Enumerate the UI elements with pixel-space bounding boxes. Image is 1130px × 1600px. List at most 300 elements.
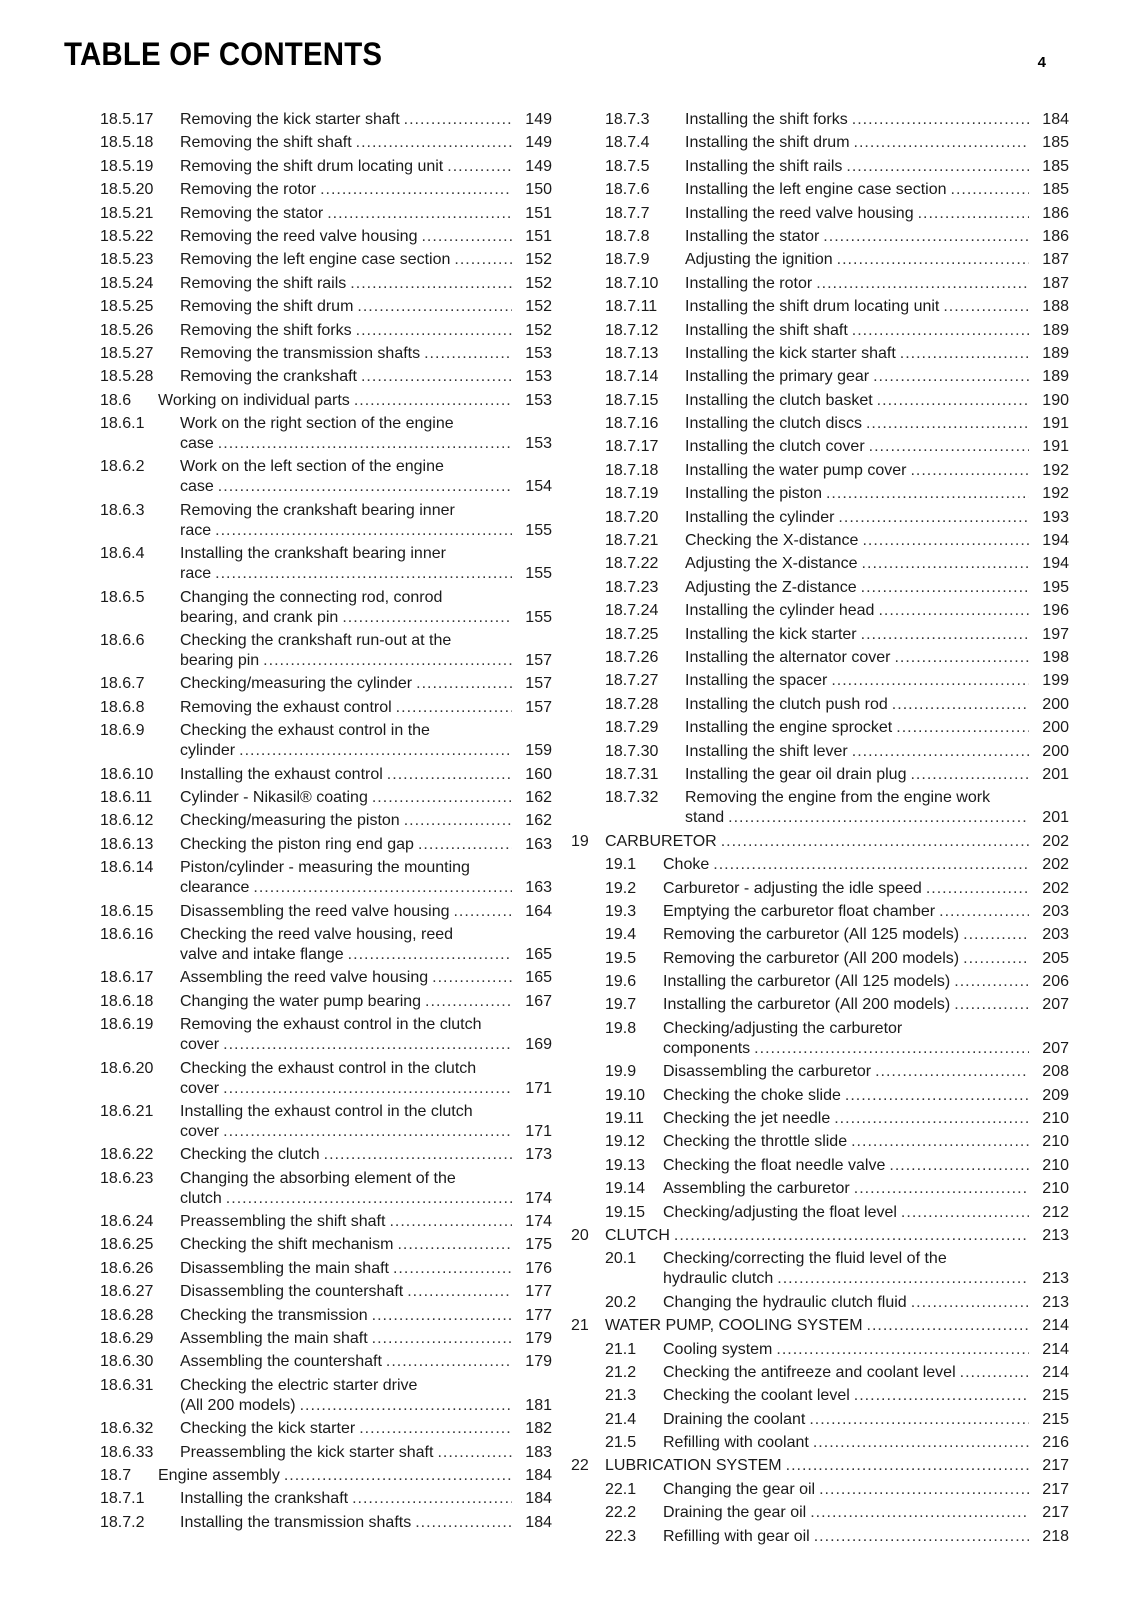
toc-entry-title: Installing the exhaust control in the clutch <box>180 1102 473 1120</box>
toc-entry-title: Checking the crankshaft run-out at the <box>180 632 452 650</box>
toc-entry[interactable] <box>100 204 552 224</box>
toc-entry[interactable] <box>100 501 552 541</box>
toc-entry[interactable] <box>100 344 552 364</box>
toc-entry-number: 19.4 <box>605 926 637 944</box>
toc-entry[interactable] <box>100 902 552 922</box>
toc-entry-number: 18.6.13 <box>100 835 154 853</box>
toc-entry-page: 157 <box>525 698 552 716</box>
toc-entry-page: 186 <box>1042 227 1069 245</box>
toc-entry-title: Installing the cylinder head <box>685 602 875 620</box>
toc-entry-page: 210 <box>1042 1180 1069 1198</box>
toc-entry-number: 18.7.9 <box>605 251 650 269</box>
toc-entry-number: 18.5.22 <box>100 227 154 245</box>
toc-entry-title: Carburetor - adjusting the idle speed <box>663 879 922 897</box>
dot-leader <box>348 945 512 965</box>
dot-leader <box>819 1480 1029 1500</box>
toc-entry-number: 18.6.32 <box>100 1420 154 1438</box>
toc-entry[interactable] <box>577 601 1069 621</box>
toc-entry-number: 22.2 <box>605 1504 637 1522</box>
toc-entry-title: Removing the shift rails <box>180 274 347 292</box>
toc-entry-page: 218 <box>1042 1527 1069 1545</box>
toc-entry[interactable] <box>577 133 1069 153</box>
toc-entry-page: 152 <box>525 298 552 316</box>
toc-entry-number: 18.7.6 <box>605 181 650 199</box>
toc-entry-number: 18.6.8 <box>100 698 145 716</box>
toc-entry[interactable] <box>571 1316 1069 1336</box>
dot-leader <box>869 437 1029 457</box>
dot-leader <box>943 297 1029 317</box>
toc-entry[interactable] <box>100 835 552 855</box>
toc-entry[interactable] <box>100 1443 552 1463</box>
toc-entry[interactable] <box>577 508 1069 528</box>
dot-leader <box>386 1352 512 1372</box>
toc-entry-number: 19.12 <box>605 1133 646 1151</box>
toc-entry-number: 18.5.24 <box>100 274 154 292</box>
toc-entry-title: valve and intake flange <box>180 945 344 963</box>
toc-entry-page: 189 <box>1042 368 1069 386</box>
toc-entry[interactable] <box>577 1249 1069 1289</box>
toc-entry[interactable] <box>577 995 1069 1015</box>
toc-entry-number: 18.7.23 <box>605 578 659 596</box>
dot-leader <box>728 808 1029 828</box>
toc-entry[interactable] <box>577 250 1069 270</box>
toc-entry-page: 155 <box>525 521 552 539</box>
toc-entry[interactable] <box>100 414 552 454</box>
toc-entry-title: Removing the shift drum locating unit <box>180 157 444 175</box>
toc-entry[interactable] <box>577 648 1069 668</box>
toc-entry-title: Choke <box>663 856 710 874</box>
toc-entry[interactable] <box>100 227 552 247</box>
dot-leader <box>218 434 512 454</box>
toc-entry-title: Removing the rotor <box>180 181 317 199</box>
toc-entry-page: 214 <box>1042 1317 1069 1335</box>
toc-entry-number: 18.7.20 <box>605 508 659 526</box>
dot-leader <box>396 698 512 718</box>
toc-entry-page: 160 <box>525 765 552 783</box>
toc-entry[interactable] <box>100 250 552 270</box>
toc-entry[interactable] <box>577 531 1069 551</box>
toc-entry-number: 18.6.26 <box>100 1259 154 1277</box>
toc-entry[interactable] <box>577 180 1069 200</box>
dot-leader <box>218 477 512 497</box>
toc-entry-page: 184 <box>525 1490 552 1508</box>
dot-leader <box>387 765 512 785</box>
dot-leader <box>873 367 1029 387</box>
toc-entry-page: 187 <box>1042 274 1069 292</box>
toc-entry-title: clutch <box>180 1189 222 1207</box>
toc-entry-title: Installing the clutch cover <box>685 438 865 456</box>
toc-entry[interactable] <box>100 297 552 317</box>
toc-entry-number: 18.6.2 <box>100 458 145 476</box>
toc-entry-title: Checking the reed valve housing, reed <box>180 925 454 943</box>
dot-leader <box>713 855 1029 875</box>
toc-entry-title: clearance <box>180 879 250 897</box>
toc-entry[interactable] <box>577 437 1069 457</box>
toc-entry[interactable] <box>577 695 1069 715</box>
dot-leader <box>404 811 512 831</box>
toc-entry-title: case <box>180 435 214 453</box>
toc-entry[interactable] <box>577 902 1069 922</box>
toc-entry[interactable] <box>577 1156 1069 1176</box>
toc-entry[interactable] <box>577 742 1069 762</box>
toc-entry-page: 162 <box>525 788 552 806</box>
toc-entry-number: 19.11 <box>605 1110 644 1128</box>
toc-entry[interactable] <box>100 1306 552 1326</box>
toc-entry[interactable] <box>100 391 552 411</box>
toc-entry-title: Checking the piston ring end gap <box>180 835 414 853</box>
toc-entry[interactable] <box>577 414 1069 434</box>
toc-entry[interactable] <box>100 1212 552 1232</box>
toc-entry[interactable] <box>100 1015 552 1055</box>
toc-entry-title: Changing the gear oil <box>663 1480 816 1498</box>
toc-entry-title: Installing the kick starter shaft <box>685 344 896 362</box>
toc-entry[interactable] <box>577 1340 1069 1360</box>
toc-entry-title: WATER PUMP, COOLING SYSTEM <box>605 1317 863 1335</box>
toc-entry[interactable] <box>100 631 552 671</box>
dot-leader <box>356 133 512 153</box>
dot-leader <box>421 227 512 247</box>
dot-leader <box>327 204 512 224</box>
toc-entry-title: Checking the exhaust control in the clutch <box>180 1059 477 1077</box>
toc-entry[interactable] <box>577 321 1069 341</box>
toc-entry[interactable] <box>577 391 1069 411</box>
toc-entry[interactable] <box>100 544 552 584</box>
dot-leader <box>342 608 512 628</box>
toc-entry[interactable] <box>577 1410 1069 1430</box>
toc-entry[interactable] <box>577 484 1069 504</box>
toc-entry[interactable] <box>577 1179 1069 1199</box>
dot-leader <box>776 1340 1029 1360</box>
toc-entry-number: 18.7.28 <box>605 695 659 713</box>
toc-entry-page: 184 <box>525 1513 552 1531</box>
toc-entry[interactable] <box>100 811 552 831</box>
toc-entry-page: 159 <box>525 742 552 760</box>
toc-entry-title: Removing the exhaust control <box>180 698 392 716</box>
toc-entry-page: 210 <box>1042 1156 1069 1174</box>
dot-leader <box>454 250 512 270</box>
toc-entry-title: Disassembling the main shaft <box>180 1259 389 1277</box>
toc-entry-number: 18.7.26 <box>605 648 659 666</box>
toc-entry-number: 18.7.29 <box>605 719 659 737</box>
toc-entry-number: 19.3 <box>605 902 637 920</box>
toc-entry-page: 171 <box>525 1122 552 1140</box>
toc-entry-page: 153 <box>525 435 552 453</box>
toc-entry-number: 18.7.19 <box>605 485 659 503</box>
toc-entry-number: 18.7.12 <box>605 321 659 339</box>
toc-entry-title: CLUTCH <box>605 1226 670 1244</box>
toc-entry-title: Emptying the carburetor float chamber <box>663 902 936 920</box>
toc-entry[interactable] <box>577 1433 1069 1453</box>
toc-entry[interactable] <box>577 367 1069 387</box>
toc-entry[interactable] <box>100 110 552 130</box>
toc-entry[interactable] <box>100 1329 552 1349</box>
toc-entry[interactable] <box>100 992 552 1012</box>
toc-entry[interactable] <box>100 765 552 785</box>
toc-entry[interactable] <box>577 1203 1069 1223</box>
toc-entry[interactable] <box>571 1456 1069 1476</box>
toc-entry[interactable] <box>577 855 1069 875</box>
toc-entry-title: Checking the antifreeze and coolant level <box>663 1363 956 1381</box>
toc-entry[interactable] <box>100 858 552 898</box>
toc-entry[interactable] <box>100 1169 552 1209</box>
toc-entry[interactable] <box>577 1503 1069 1523</box>
toc-entry[interactable] <box>577 1480 1069 1500</box>
toc-entry-page: 194 <box>1042 532 1069 550</box>
toc-entry-number: 19.5 <box>605 949 637 967</box>
toc-entry[interactable] <box>100 274 552 294</box>
toc-entry[interactable] <box>571 832 1069 852</box>
toc-entry[interactable] <box>100 721 552 761</box>
toc-left-column <box>100 110 552 1536</box>
toc-entry-page: 185 <box>1042 134 1069 152</box>
toc-entry-title: cover <box>180 1036 220 1054</box>
toc-entry-number: 18.7.2 <box>100 1513 145 1531</box>
toc-entry-page: 193 <box>1042 508 1069 526</box>
toc-entry-title: Adjusting the X-distance <box>685 555 858 573</box>
toc-entry-title: Changing the connecting rod, conrod <box>180 588 443 606</box>
toc-entry-title: Checking the X-distance <box>685 532 859 550</box>
toc-entry[interactable] <box>100 1489 552 1509</box>
toc-entry-number: 18.5.28 <box>100 368 154 386</box>
toc-entry[interactable] <box>577 671 1069 691</box>
dot-leader <box>424 344 512 364</box>
toc-entry-number: 18.6.10 <box>100 765 154 783</box>
toc-entry-title: CARBURETOR <box>605 832 717 850</box>
dot-leader <box>889 1156 1029 1176</box>
toc-entry-title: hydraulic clutch <box>663 1270 774 1288</box>
toc-entry-page: 205 <box>1042 949 1069 967</box>
toc-entry-title: Draining the coolant <box>663 1410 806 1428</box>
toc-entry-number: 20 <box>571 1226 589 1244</box>
toc-entry-number: 18.7.7 <box>605 204 650 222</box>
toc-entry-page: 151 <box>525 204 552 222</box>
dot-leader <box>453 902 512 922</box>
toc-entry-number: 22.1 <box>605 1480 637 1498</box>
toc-entry-title: Installing the transmission shafts <box>180 1513 412 1531</box>
toc-entry-page: 187 <box>1042 251 1069 269</box>
toc-entry[interactable] <box>577 972 1069 992</box>
toc-entry[interactable] <box>100 180 552 200</box>
toc-entry[interactable] <box>571 1226 1069 1246</box>
toc-entry[interactable] <box>100 698 552 718</box>
toc-entry[interactable] <box>100 1145 552 1165</box>
toc-entry-number: 21.4 <box>605 1410 637 1428</box>
toc-entry[interactable] <box>577 227 1069 247</box>
toc-entry-number: 18.6.29 <box>100 1330 154 1348</box>
toc-entry[interactable] <box>577 788 1069 828</box>
toc-entry-number: 21.5 <box>605 1434 637 1452</box>
toc-entry[interactable] <box>100 1235 552 1255</box>
toc-entry-page: 152 <box>525 321 552 339</box>
toc-entry[interactable] <box>100 1513 552 1533</box>
toc-entry-title: Cooling system <box>663 1340 773 1358</box>
toc-entry-page: 189 <box>1042 344 1069 362</box>
toc-entry-title: Removing the shift shaft <box>180 134 352 152</box>
toc-entry[interactable] <box>577 110 1069 130</box>
dot-leader <box>393 1259 512 1279</box>
toc-entry-page: 174 <box>525 1189 552 1207</box>
toc-entry[interactable] <box>577 157 1069 177</box>
toc-entry-page: 202 <box>1042 832 1069 850</box>
toc-entry[interactable] <box>577 625 1069 645</box>
toc-entry[interactable] <box>577 1062 1069 1082</box>
toc-entry[interactable] <box>100 133 552 153</box>
toc-entry[interactable] <box>577 765 1069 785</box>
toc-entry-page: 179 <box>525 1330 552 1348</box>
dot-leader <box>939 902 1029 922</box>
toc-entry-title: Assembling the main shaft <box>180 1330 368 1348</box>
toc-entry-title: Installing the shift rails <box>685 157 843 175</box>
dot-leader <box>837 250 1029 270</box>
toc-entry-page: 214 <box>1042 1340 1069 1358</box>
toc-entry-title: Work on the right section of the engine <box>180 415 454 433</box>
toc-entry-title: race <box>180 521 212 539</box>
toc-entry[interactable] <box>577 297 1069 317</box>
toc-entry-number: 18.5.19 <box>100 157 154 175</box>
toc-entry-page: 151 <box>525 227 552 245</box>
toc-entry[interactable] <box>100 367 552 387</box>
toc-entry-title: Installing the engine sprocket <box>685 719 893 737</box>
toc-entry[interactable] <box>577 1386 1069 1406</box>
toc-entry-number: 18.6.31 <box>100 1376 154 1394</box>
toc-entry-page: 198 <box>1042 648 1069 666</box>
dot-leader <box>910 765 1029 785</box>
toc-entry-number: 18.6.18 <box>100 992 154 1010</box>
dot-leader <box>223 1079 512 1099</box>
toc-entry[interactable] <box>577 461 1069 481</box>
toc-entry[interactable] <box>100 925 552 965</box>
toc-entry-number: 18.5.26 <box>100 321 154 339</box>
toc-entry-page: 164 <box>525 902 552 920</box>
dot-leader <box>215 564 512 584</box>
dot-leader <box>239 741 512 761</box>
toc-entry-title: Assembling the countershaft <box>180 1353 382 1371</box>
toc-entry-number: 18.7.18 <box>605 461 659 479</box>
toc-entry-title: Checking the exhaust control in the <box>180 722 430 740</box>
toc-entry[interactable] <box>100 1259 552 1279</box>
toc-entry-number: 18.5.20 <box>100 181 154 199</box>
toc-entry[interactable] <box>577 1527 1069 1547</box>
toc-entry-number: 18.5.23 <box>100 251 154 269</box>
toc-entry[interactable] <box>100 1466 552 1486</box>
toc-entry-title: cover <box>180 1079 220 1097</box>
toc-entry-title: Preassembling the shift shaft <box>180 1213 386 1231</box>
toc-entry-number: 19.15 <box>605 1203 646 1221</box>
toc-entry[interactable] <box>577 1086 1069 1106</box>
toc-entry[interactable] <box>100 968 552 988</box>
toc-entry[interactable] <box>577 718 1069 738</box>
toc-entry-number: 18.6.21 <box>100 1102 154 1120</box>
toc-entry-title: components <box>663 1039 751 1057</box>
dot-leader <box>846 157 1029 177</box>
toc-entry[interactable] <box>577 1293 1069 1313</box>
toc-entry-title: Installing the shift drum locating unit <box>685 298 940 316</box>
toc-entry-page: 202 <box>1042 856 1069 874</box>
toc-entry[interactable] <box>100 1376 552 1416</box>
dot-leader <box>867 1316 1029 1336</box>
dot-leader <box>389 1212 512 1232</box>
toc-entry[interactable] <box>577 204 1069 224</box>
toc-entry-page: 152 <box>525 251 552 269</box>
toc-entry-page: 184 <box>1042 111 1069 128</box>
toc-entry-page: 150 <box>525 181 552 199</box>
toc-entry-number: 18.7.31 <box>605 765 659 783</box>
toc-entry[interactable] <box>577 925 1069 945</box>
dot-leader <box>854 133 1029 153</box>
toc-entry[interactable] <box>577 879 1069 899</box>
toc-entry[interactable] <box>100 788 552 808</box>
toc-entry-page: 183 <box>525 1443 552 1461</box>
toc-entry[interactable] <box>577 949 1069 969</box>
toc-entry[interactable] <box>100 674 552 694</box>
toc-entry-title: stand <box>685 809 725 827</box>
toc-entry-title: bearing pin <box>180 652 260 670</box>
toc-entry-number: 19.8 <box>605 1019 637 1037</box>
toc-entry-title: Refilling with gear oil <box>663 1527 810 1545</box>
toc-entry-number: 18.6.23 <box>100 1169 154 1187</box>
dot-leader <box>437 1443 512 1463</box>
toc-entry[interactable] <box>577 344 1069 364</box>
toc-entry-title: Checking the kick starter <box>180 1420 356 1438</box>
toc-entry[interactable] <box>100 1102 552 1142</box>
toc-entry[interactable] <box>100 1059 552 1099</box>
toc-entry-page: 175 <box>525 1236 552 1254</box>
toc-entry[interactable] <box>577 578 1069 598</box>
dot-leader <box>813 1433 1029 1453</box>
toc-entry-page: 208 <box>1042 1063 1069 1081</box>
toc-entry[interactable] <box>577 1132 1069 1152</box>
toc-entry-page: 167 <box>525 992 552 1010</box>
toc-entry[interactable] <box>577 1363 1069 1383</box>
toc-entry-number: 18.6.16 <box>100 925 154 943</box>
toc-entry-number: 18.7.13 <box>605 344 659 362</box>
toc-entry[interactable] <box>577 1019 1069 1059</box>
toc-entry[interactable] <box>100 457 552 497</box>
dot-leader <box>721 832 1029 852</box>
toc-entry-title: Removing the shift forks <box>180 321 352 339</box>
toc-entry-page: 177 <box>525 1306 552 1324</box>
dot-leader <box>861 625 1029 645</box>
toc-entry-number: 18.5.27 <box>100 344 154 362</box>
toc-entry[interactable] <box>100 588 552 628</box>
toc-entry[interactable] <box>100 1282 552 1302</box>
toc-entry-title: Work on the left section of the engine <box>180 458 444 476</box>
toc-entry-number: 18.7.8 <box>605 227 650 245</box>
toc-entry-title: Checking the coolant level <box>663 1387 850 1405</box>
toc-entry[interactable] <box>100 1419 552 1439</box>
toc-entry-page: 196 <box>1042 602 1069 620</box>
toc-entry-page: 163 <box>525 835 552 853</box>
dot-leader <box>954 995 1029 1015</box>
toc-entry[interactable] <box>577 554 1069 574</box>
toc-entry[interactable] <box>100 1352 552 1372</box>
dot-leader <box>810 1503 1029 1523</box>
toc-entry-number: 18.6.28 <box>100 1306 154 1324</box>
toc-entry[interactable] <box>577 1109 1069 1129</box>
dot-leader <box>954 972 1029 992</box>
toc-entry-page: 200 <box>1042 719 1069 737</box>
toc-entry-title: Installing the carburetor (All 125 models) <box>663 973 951 991</box>
toc-entry-title: Cylinder - Nikasil® coating <box>180 788 368 806</box>
toc-entry[interactable] <box>577 274 1069 294</box>
toc-entry-number: 18.7.21 <box>605 532 659 550</box>
toc-entry[interactable] <box>100 321 552 341</box>
toc-entry-number: 19.1 <box>605 856 637 874</box>
dot-leader <box>877 391 1029 411</box>
toc-entry-title: Checking the choke slide <box>663 1086 841 1104</box>
toc-entry-title: Installing the carburetor (All 200 models) <box>663 996 951 1014</box>
toc-entry[interactable] <box>100 157 552 177</box>
